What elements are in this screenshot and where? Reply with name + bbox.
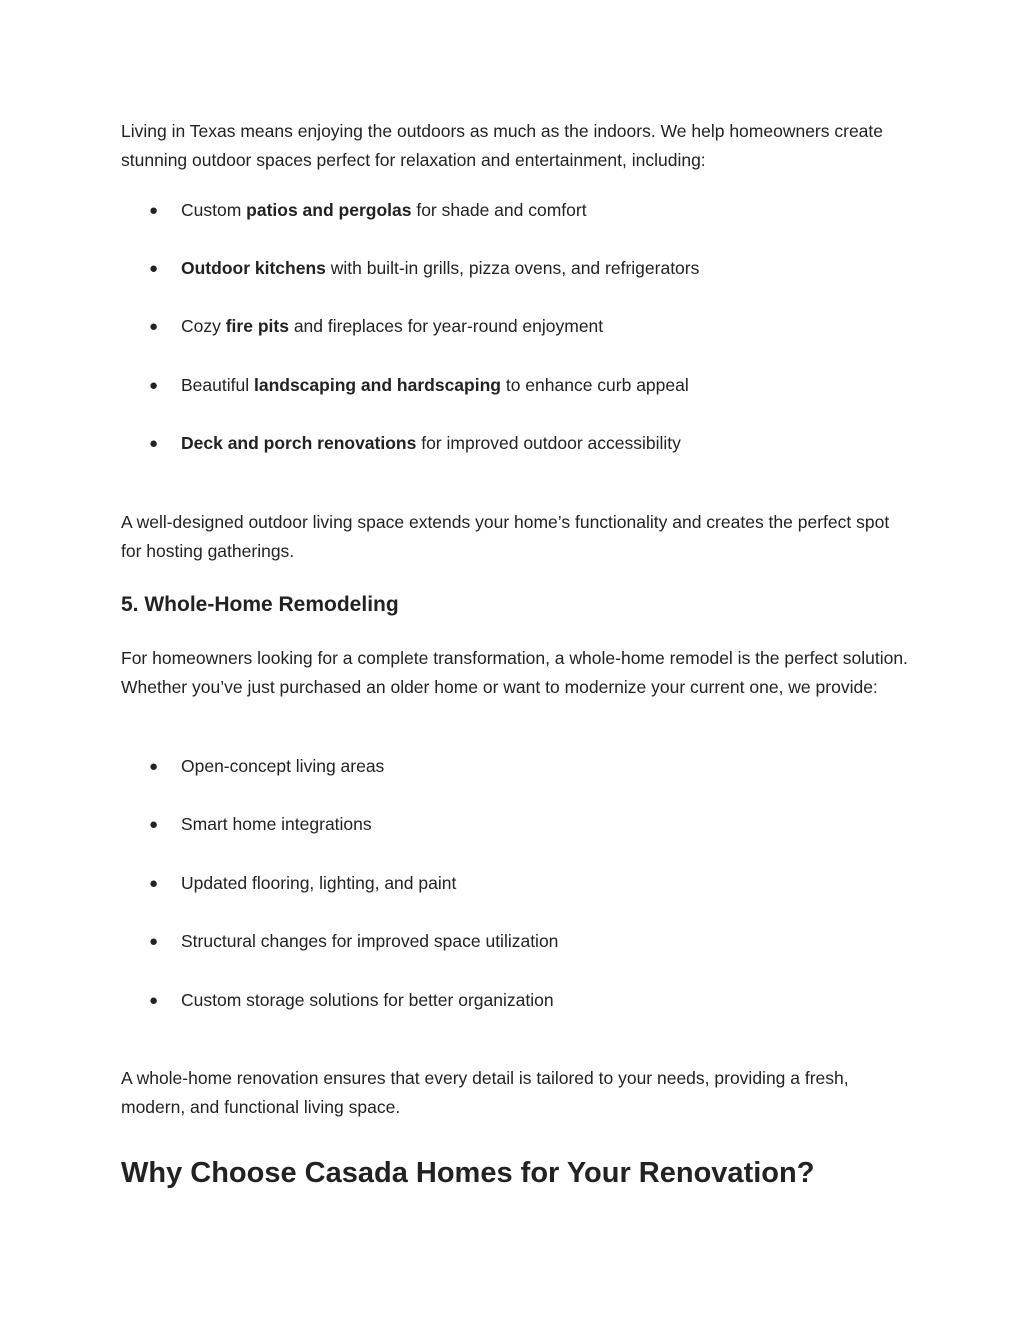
list-item [149, 930, 558, 953]
list-item-text-pre: Cozy [181, 316, 226, 336]
list-item-text: Smart home integrations [181, 814, 372, 834]
list-item-text: Custom storage solutions for better organization [181, 990, 554, 1010]
list-item-text: Open-concept living areas [181, 756, 385, 776]
bullet-icon: ● [149, 933, 159, 950]
list-item-text-post: for improved outdoor accessibility [416, 433, 681, 453]
page-section-title: Why Choose Casada Homes for Your Renovation? [121, 1157, 815, 1189]
list-item [149, 813, 372, 836]
bullet-icon: ● [149, 377, 159, 394]
list-item [149, 872, 456, 895]
intro-paragraph: Living in Texas means enjoying the outdoors as much as the indoors. We help homeowners create stunning outdoor spaces perfect for relaxation and entertainment, including: [121, 121, 884, 170]
bullet-icon: ● [149, 202, 159, 219]
list-item-text-bold: Outdoor kitchens [181, 258, 326, 278]
list-item-text-pre: Custom [181, 200, 247, 220]
list-item-text-pre: Beautiful [181, 375, 254, 395]
list-item-text-bold: landscaping and hardscaping [253, 375, 501, 395]
list-item [149, 989, 554, 1012]
list-item [149, 199, 587, 222]
list-item [149, 755, 384, 778]
list-item-text-bold: Deck and porch renovations [181, 433, 417, 453]
list-item-text-post: for shade and comfort [411, 200, 587, 220]
list-item [149, 432, 681, 455]
list-item-text-post: with built-in grills, pizza ovens, and refrigerators [325, 258, 700, 278]
bullet-icon: ● [149, 435, 159, 452]
list-item [149, 257, 699, 280]
section-heading: 5. Whole-Home Remodeling [121, 593, 399, 616]
bullet-icon: ● [149, 260, 159, 277]
list-item-text-post: to enhance curb appeal [500, 375, 689, 395]
list-item-text-bold: patios and pergolas [246, 200, 412, 220]
list-item-text-bold: fire pits [225, 316, 289, 336]
whole-home-intro-paragraph: For homeowners looking for a complete transformation, a whole-home remodel is the perfect solution. Whether you’ve just purchased an older home or want to modernize your current one, we provide: [121, 648, 908, 697]
whole-home-summary-paragraph: A whole-home renovation ensures that every detail is tailored to your needs, providing a fresh, modern, and functional living space. [121, 1068, 849, 1117]
bullet-icon: ● [149, 816, 159, 833]
list-item [149, 315, 603, 338]
list-item-text: Updated flooring, lighting, and paint [181, 873, 457, 893]
bullet-icon: ● [149, 318, 159, 335]
list-item-text-post: and fireplaces for year-round enjoyment [288, 316, 604, 336]
bullet-icon: ● [149, 875, 159, 892]
bullet-icon: ● [149, 758, 159, 775]
bullet-icon: ● [149, 992, 159, 1009]
outdoor-summary-paragraph: A well-designed outdoor living space extends your home’s functionality and creates the perfect spot for hosting gatherings. [121, 512, 890, 561]
list-item-text: Structural changes for improved space utilization [181, 931, 559, 951]
list-item [149, 374, 689, 397]
